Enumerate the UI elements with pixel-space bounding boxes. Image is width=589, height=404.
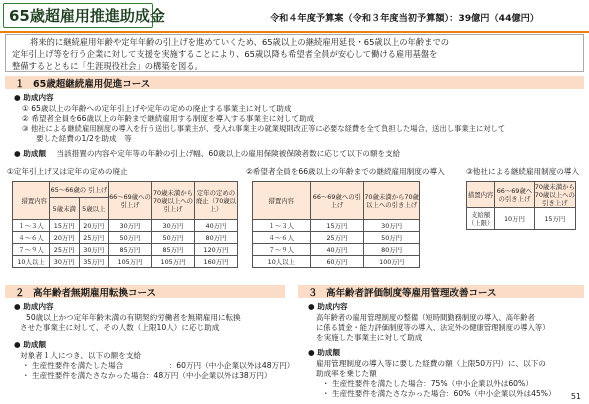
page-title: 65歳超雇用推進助成金	[9, 7, 165, 25]
table1-col-c: 66～69歳への引上げ	[109, 182, 152, 220]
table1-cell-d: 85万円	[152, 244, 195, 256]
table1-cell-e: 160万円	[195, 256, 238, 268]
sec2-content-1: 50歳以上かつ定年年齢未満の有期契約労働者を無期雇用に転換	[26, 313, 241, 322]
sec1-amount-heading: ● 助成額	[14, 149, 47, 158]
section-3-number: ３	[308, 287, 318, 299]
table1-cell-b: 35万円	[79, 256, 109, 268]
table1-cell-c: 105万円	[109, 256, 152, 268]
sec2-amount-1: 対象者１人につき、以下の額を支給	[20, 351, 142, 360]
table2-cell-label: 10人以上	[253, 256, 311, 268]
sec1-item-2: ② 希望者全員を66歳以上の年齢まで継続雇用する制度を導入する事業主に対して助成	[22, 114, 315, 123]
table1-cell-label: ７～９人	[13, 244, 50, 256]
table1-cell-a: 25万円	[50, 244, 80, 256]
table1-cell-label: １～３人	[13, 220, 50, 232]
table2-cell-a: 60万円	[310, 256, 364, 268]
table1-cell-b: 30万円	[79, 244, 109, 256]
table3-cell-a: 10万円	[495, 208, 534, 230]
table1	[12, 181, 238, 268]
budget-text: 令和４年度予算案（令和３年度当初予算額）：39億円（44億円）	[270, 13, 540, 24]
sec1-content-heading: ● 助成内容	[14, 93, 54, 102]
sec1-item-1: ① 65歳以上の年齢への定年引上げや定年の定めの廃止する事業主に対して助成	[22, 104, 292, 113]
table1-row	[13, 256, 238, 268]
table2-col-b: 70歳未満から70歳以上への引き上げ	[364, 182, 420, 220]
sec1-item-3-cont: 要した経費の1/2を助成 等	[36, 134, 132, 143]
table2-col-a: 66～69歳への引上げ	[310, 182, 364, 220]
sec3-content-heading: ● 助成内容	[308, 302, 348, 311]
table1-row	[13, 220, 238, 232]
page-number: 51	[570, 392, 581, 401]
table1-cell-a: 15万円	[50, 220, 80, 232]
table2-cell-label: １～３人	[253, 220, 311, 232]
table1-cell-c: 85万円	[109, 244, 152, 256]
sec2-amount-2: ・ 生産性要件を満たした場合 ：60万円（中小企業以外は48万円）	[22, 361, 295, 370]
table1-sub-b: 5歳以上	[79, 198, 109, 220]
table2-row	[253, 244, 420, 256]
table2-cell-label: ４～６人	[253, 232, 311, 244]
table1-cell-label: ４～６人	[13, 232, 50, 244]
table1-cell-b: 20万円	[79, 220, 109, 232]
header-divider	[0, 31, 589, 33]
sec3-content-1: 高年齢者の雇用管理制度の整備（短時間勤務制度の導入、高年齢者	[316, 313, 535, 322]
table1-col-d: 70歳未満から70歳以上への引上げ	[152, 182, 195, 220]
table2-cell-label: ７～９人	[253, 244, 311, 256]
sec3-amount-heading: ● 助成額	[308, 348, 341, 357]
table3-corner: 措置内容	[467, 182, 495, 208]
table1-group-header: 65～66歳の 引上げ	[50, 182, 109, 198]
table2	[252, 181, 420, 268]
section-3-title: 高年齢者評価制度等雇用管理改善コース	[326, 287, 497, 299]
table1-cell-c: 30万円	[109, 220, 152, 232]
table1-cell-a: 20万円	[50, 232, 80, 244]
table2-cell-b: 80万円	[364, 244, 420, 256]
section-2-header	[5, 285, 285, 298]
section-1-title: 65歳超継続雇用促進コース	[33, 78, 151, 90]
table1-cell-d: 30万円	[152, 220, 195, 232]
table2-row	[253, 232, 420, 244]
table3-col-a: 66～69歳への引き上げ	[495, 182, 534, 208]
table1-cell-label: 10人以上	[13, 256, 50, 268]
section-3-header	[298, 285, 584, 298]
table1-cell-e: 40万円	[195, 220, 238, 232]
table1-col-e: 定年の定めの廃止（70歳以上）	[195, 182, 238, 220]
table2-row	[253, 256, 420, 268]
sec3-content-2: に係る賃金・能力評価制度等の導入、法定外の健康管理制度の導入等）	[316, 323, 550, 332]
table2-cell-a: 40万円	[310, 244, 364, 256]
sec2-amount-3: ・ 生産性要件を満たさなかった場合：48万円（中小企業以外は38万円）	[22, 371, 272, 380]
table1-row	[13, 232, 238, 244]
table2-cell-b: 50万円	[364, 232, 420, 244]
sec3-amount-1: 雇用管理制度の導入等に要した経費の額（上限50万円）に、以下の	[316, 359, 546, 368]
sec3-amount-2: 助成率を乗じた額	[316, 369, 377, 378]
table2-corner: 措置内容	[253, 182, 311, 220]
table3-caption: ③他社による継続雇用制度の導入	[466, 167, 580, 176]
table1-cell-d: 105万円	[152, 256, 195, 268]
sec1-item-3: ③ 他社による継続雇用制度の導入を行う送出し事業主が、受入れ事業主の就業規則改正等に必要な経費を全て負担した場合、送出し事業主に対して	[22, 124, 506, 133]
table3	[466, 181, 576, 230]
table1-caption: ①定年引上げ又は定年の定めの廃止	[7, 167, 128, 176]
table1-cell-a: 30万円	[50, 256, 80, 268]
table2-cell-b: 30万円	[364, 220, 420, 232]
sec3-content-3: を実施した事業主に対して助成	[316, 333, 423, 342]
section-2-title: 高年齢者無期雇用転換コース	[33, 287, 157, 299]
table1-corner: 措置内容	[13, 182, 50, 220]
table1-row	[13, 244, 238, 256]
table1-cell-e: 80万円	[195, 232, 238, 244]
table2-caption: ②希望者全員を66歳以上の年齢までの継続雇用制度の導入	[246, 167, 445, 176]
sec1-amount-text: 当該措置の内容や定年等の年齢の引上げ幅、60歳以上の雇用保険被保険者数に応じて以下の額を支給	[56, 149, 401, 158]
section-2-number: ２	[15, 287, 25, 299]
table1-sub-a: 5歳未満	[50, 198, 80, 220]
table3-row-label: 支給額 （上限）	[467, 208, 495, 230]
sec2-amount-heading: ● 助成額	[14, 340, 47, 349]
table3-cell-b: 15万円	[534, 208, 575, 230]
table1-cell-e: 120万円	[195, 244, 238, 256]
section-1-header	[5, 76, 584, 89]
sec3-amount-3: ・ 生産性要件を満たした場合：75%（中小企業以外は60%）	[322, 379, 533, 388]
sec3-amount-4: ・ 生産性要件を満たさなかった場合：60%（中小企業以外は45%）	[322, 389, 556, 398]
table1-cell-d: 50万円	[152, 232, 195, 244]
table3-col-b: 70歳未満から70歳以上への引き上げ	[534, 182, 575, 207]
section-1-number: １	[15, 78, 25, 90]
sec2-content-heading: ● 助成内容	[14, 302, 54, 311]
table2-cell-a: 15万円	[310, 220, 364, 232]
table2-row	[253, 220, 420, 232]
intro-line-1: 将来的に継続雇用年齢や定年年齢の引上げを進めていくため、65歳以上の継続雇用延長・65歳以上の年齢までの	[30, 37, 450, 47]
table2-cell-b: 100万円	[364, 256, 420, 268]
table1-cell-c: 50万円	[109, 232, 152, 244]
title-box	[3, 3, 165, 28]
table2-cell-a: 25万円	[310, 232, 364, 244]
intro-line-2: 定年引上げ等を行う企業に対して支援を実施することにより、65歳以降も希望者全員が安心して働ける雇用基盤を	[12, 49, 438, 59]
sec2-content-2: させた事業主に対して、その人数（上限10人）に応じ助成	[20, 323, 220, 332]
table1-cell-b: 25万円	[79, 232, 109, 244]
intro-box	[5, 34, 584, 72]
intro-line-3: 整備するとともに「生涯現役社会」の構築を図る。	[12, 61, 203, 71]
